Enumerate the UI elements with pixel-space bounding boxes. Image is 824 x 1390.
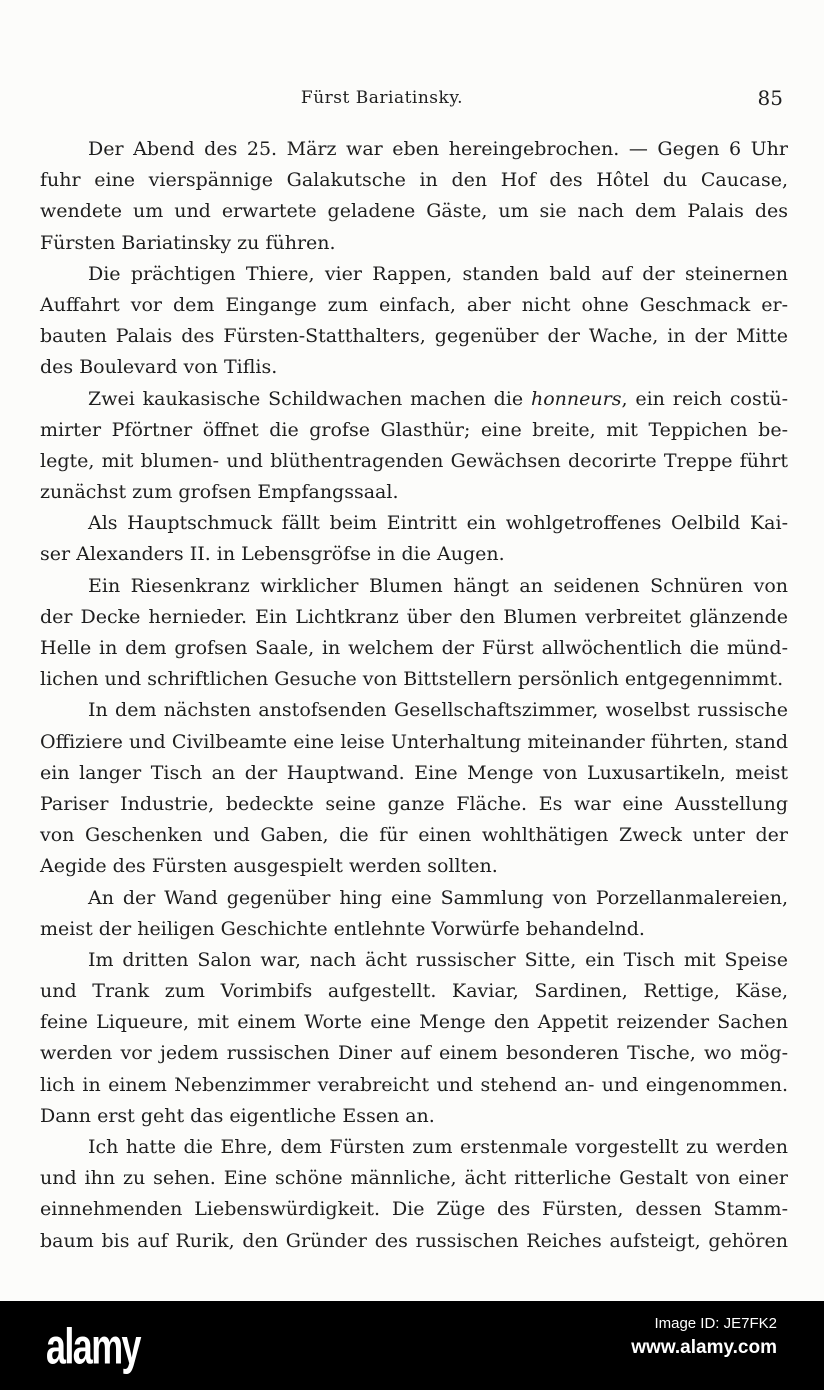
- page-number: 85: [757, 86, 783, 110]
- text-line: Ich hatte die Ehre, dem Fürsten zum erstenmale vorgestellt zu werden: [88, 1136, 788, 1158]
- text-line: einnehmenden Liebenswürdigkeit. Die Züge des Fürsten, dessen Stamm-: [40, 1198, 788, 1221]
- paragraph: [40, 1132, 788, 1257]
- watermark-info: [631, 1315, 777, 1359]
- text-line: Die prächtigen Thiere, vier Rappen, standen bald auf der steinernen: [88, 262, 788, 285]
- text-line: In dem nächsten anstofsenden Gesellschaftszimmer, woselbst russische: [88, 699, 788, 722]
- text-line: An der Wand gegenüber hing eine Sammlung von Porzellanmalereien,: [88, 886, 788, 909]
- running-title: Fürst Bariatinsky.: [300, 88, 464, 108]
- text-line: ein langer Tisch an der Hauptwand. Eine Menge von Luxusartikeln, meist: [40, 761, 788, 784]
- page-header: [0, 88, 824, 112]
- text-segment: Zwei kaukasische Schildwachen machen die: [88, 387, 531, 410]
- paragraph: [40, 945, 788, 1132]
- text-line: mirter Pförtner öffnet die grofse Glasthür; eine breite, mit Teppichen be-: [40, 418, 788, 441]
- paragraph: [40, 695, 788, 882]
- text-line: werden vor jedem russischen Diner auf einem besonderen Tische, wo mög-: [40, 1042, 788, 1065]
- website-text: www.alamy.com: [631, 1337, 777, 1358]
- text-line: Pariser Industrie, bedeckte seine ganze Fläche. Es war eine Ausstellung: [40, 792, 788, 815]
- text-line: Ein Riesenkranz wirklicher Blumen hängt an seidenen Schnüren von: [88, 574, 788, 597]
- text-line: zunächst zum grofsen Empfangssaal.: [40, 481, 399, 504]
- text-line: fuhr eine vierspännige Galakutsche in den Hof des Hôtel du Caucase,: [40, 169, 788, 192]
- text-line: Der Abend des 25. März war eben hereingebrochen. — Gegen 6 Uhr: [88, 138, 788, 160]
- italic-text: honneurs: [530, 387, 622, 410]
- text-line: bauten Palais des Fürsten-Statthalters, gegenüber der Wache, in der Mitte: [40, 325, 788, 348]
- text-line: Dann erst geht das eigentliche Essen an.: [40, 1104, 435, 1127]
- text-line: Als Hauptschmuck fällt beim Eintritt ein wohlgetroffenes Oelbild Kai-: [88, 512, 788, 535]
- paragraph: [40, 883, 788, 945]
- paragraph: [40, 571, 788, 696]
- text-line: ser Alexanders II. in Lebensgröfse in die Augen.: [40, 543, 505, 566]
- paragraph: [40, 134, 788, 259]
- text-line: legte, mit blumen- und blüthentragenden Gewächsen decorirte Treppe führt: [40, 449, 788, 472]
- text-line: Im dritten Salon war, nach ächt russischer Sitte, ein Tisch mit Speise: [88, 948, 788, 971]
- text-line: von Geschenken und Gaben, die für einen wohlthätigen Zweck unter der: [40, 824, 788, 847]
- text-line: lich in einem Nebenzimmer verabreicht und stehend an- und eingenommen.: [40, 1073, 788, 1096]
- text-line: Offiziere und Civilbeamte eine leise Unterhaltung miteinander führten, stand: [40, 730, 788, 753]
- text-line: wendete um und erwartete geladene Gäste, um sie nach dem Palais des: [40, 200, 788, 223]
- text-line: Helle in dem grofsen Saale, in welchem der Fürst allwöchentlich die münd-: [40, 637, 788, 659]
- image-id-text: Image ID: JE7FK2: [654, 1315, 777, 1332]
- text-line: baum bis auf Rurik, den Gründer des russischen Reiches aufsteigt, gehören: [40, 1229, 788, 1252]
- text-line: Auffahrt vor dem Eingange zum einfach, aber nicht ohne Geschmack er-: [40, 293, 788, 316]
- text-line: und ihn zu sehen. Eine schöne männliche, ächt ritterliche Gestalt von einer: [40, 1167, 788, 1190]
- text-line: meist der heiligen Geschichte entlehnte Vorwürfe behandelnd.: [40, 917, 645, 940]
- text-line: feine Liqueure, mit einem Worte eine Menge den Appetit reizender Sachen: [40, 1011, 788, 1034]
- body-text: [40, 134, 788, 1257]
- text-line: Fürsten Bariatinsky zu führen.: [40, 231, 336, 254]
- paragraph: [40, 384, 788, 509]
- watermark-bar: [0, 1301, 824, 1390]
- text-line: Aegide des Fürsten ausgespielt werden sollten.: [40, 855, 498, 878]
- paragraph: [40, 508, 788, 570]
- alamy-logo: alamy: [46, 1318, 140, 1375]
- text-line: [40, 384, 788, 415]
- paragraph: [40, 259, 788, 384]
- text-line: des Boulevard von Tiflis.: [40, 356, 278, 379]
- text-line: lichen und schriftlichen Gesuche von Bittstellern persönlich entgegennimmt.: [40, 668, 784, 691]
- text-segment: , ein reich costü-: [621, 387, 788, 410]
- text-line: der Decke hernieder. Ein Lichtkranz über den Blumen verbreitet glänzende: [40, 605, 788, 628]
- text-line: und Trank zum Vorimbifs aufgestellt. Kaviar, Sardinen, Rettige, Käse,: [40, 980, 788, 1003]
